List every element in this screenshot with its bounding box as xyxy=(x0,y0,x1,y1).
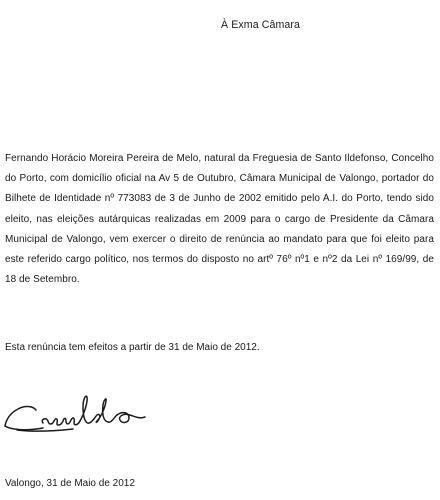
resignation-body-paragraph: Fernando Horácio Moreira Pereira de Melo, natural da Freguesia de Santo Ildefonso, Concelho do Porto, com domicílio oficial na Av 5 de Outubro, Câmara Municipal de Valongo, portador do Bilhete de Identidade nº 773083 de 3 de Junho de 2002 emitido pelo A.I. do Porto, tendo sido eleito, nas eleições autárquicas realizadas em 2009 para o cargo de Presidente da Câmara Municipal de Valongo, vem exercer o direito de renúncia ao mandato para que foi eleito para este referido cargo político, nos termos do disposto no artº 76º nº1 e nº2 da Lei nº 169/99, de 18 de Setembro. xyxy=(5,153,434,286)
effective-date-statement: Esta renúncia tem efeitos a partir de 31 de Maio de 2012. xyxy=(5,342,260,353)
handwritten-signature xyxy=(3,390,171,436)
place-and-date-line: Valongo, 31 de Maio de 2012 xyxy=(5,478,135,489)
addressee-line: À Exma Câmara xyxy=(221,19,301,31)
